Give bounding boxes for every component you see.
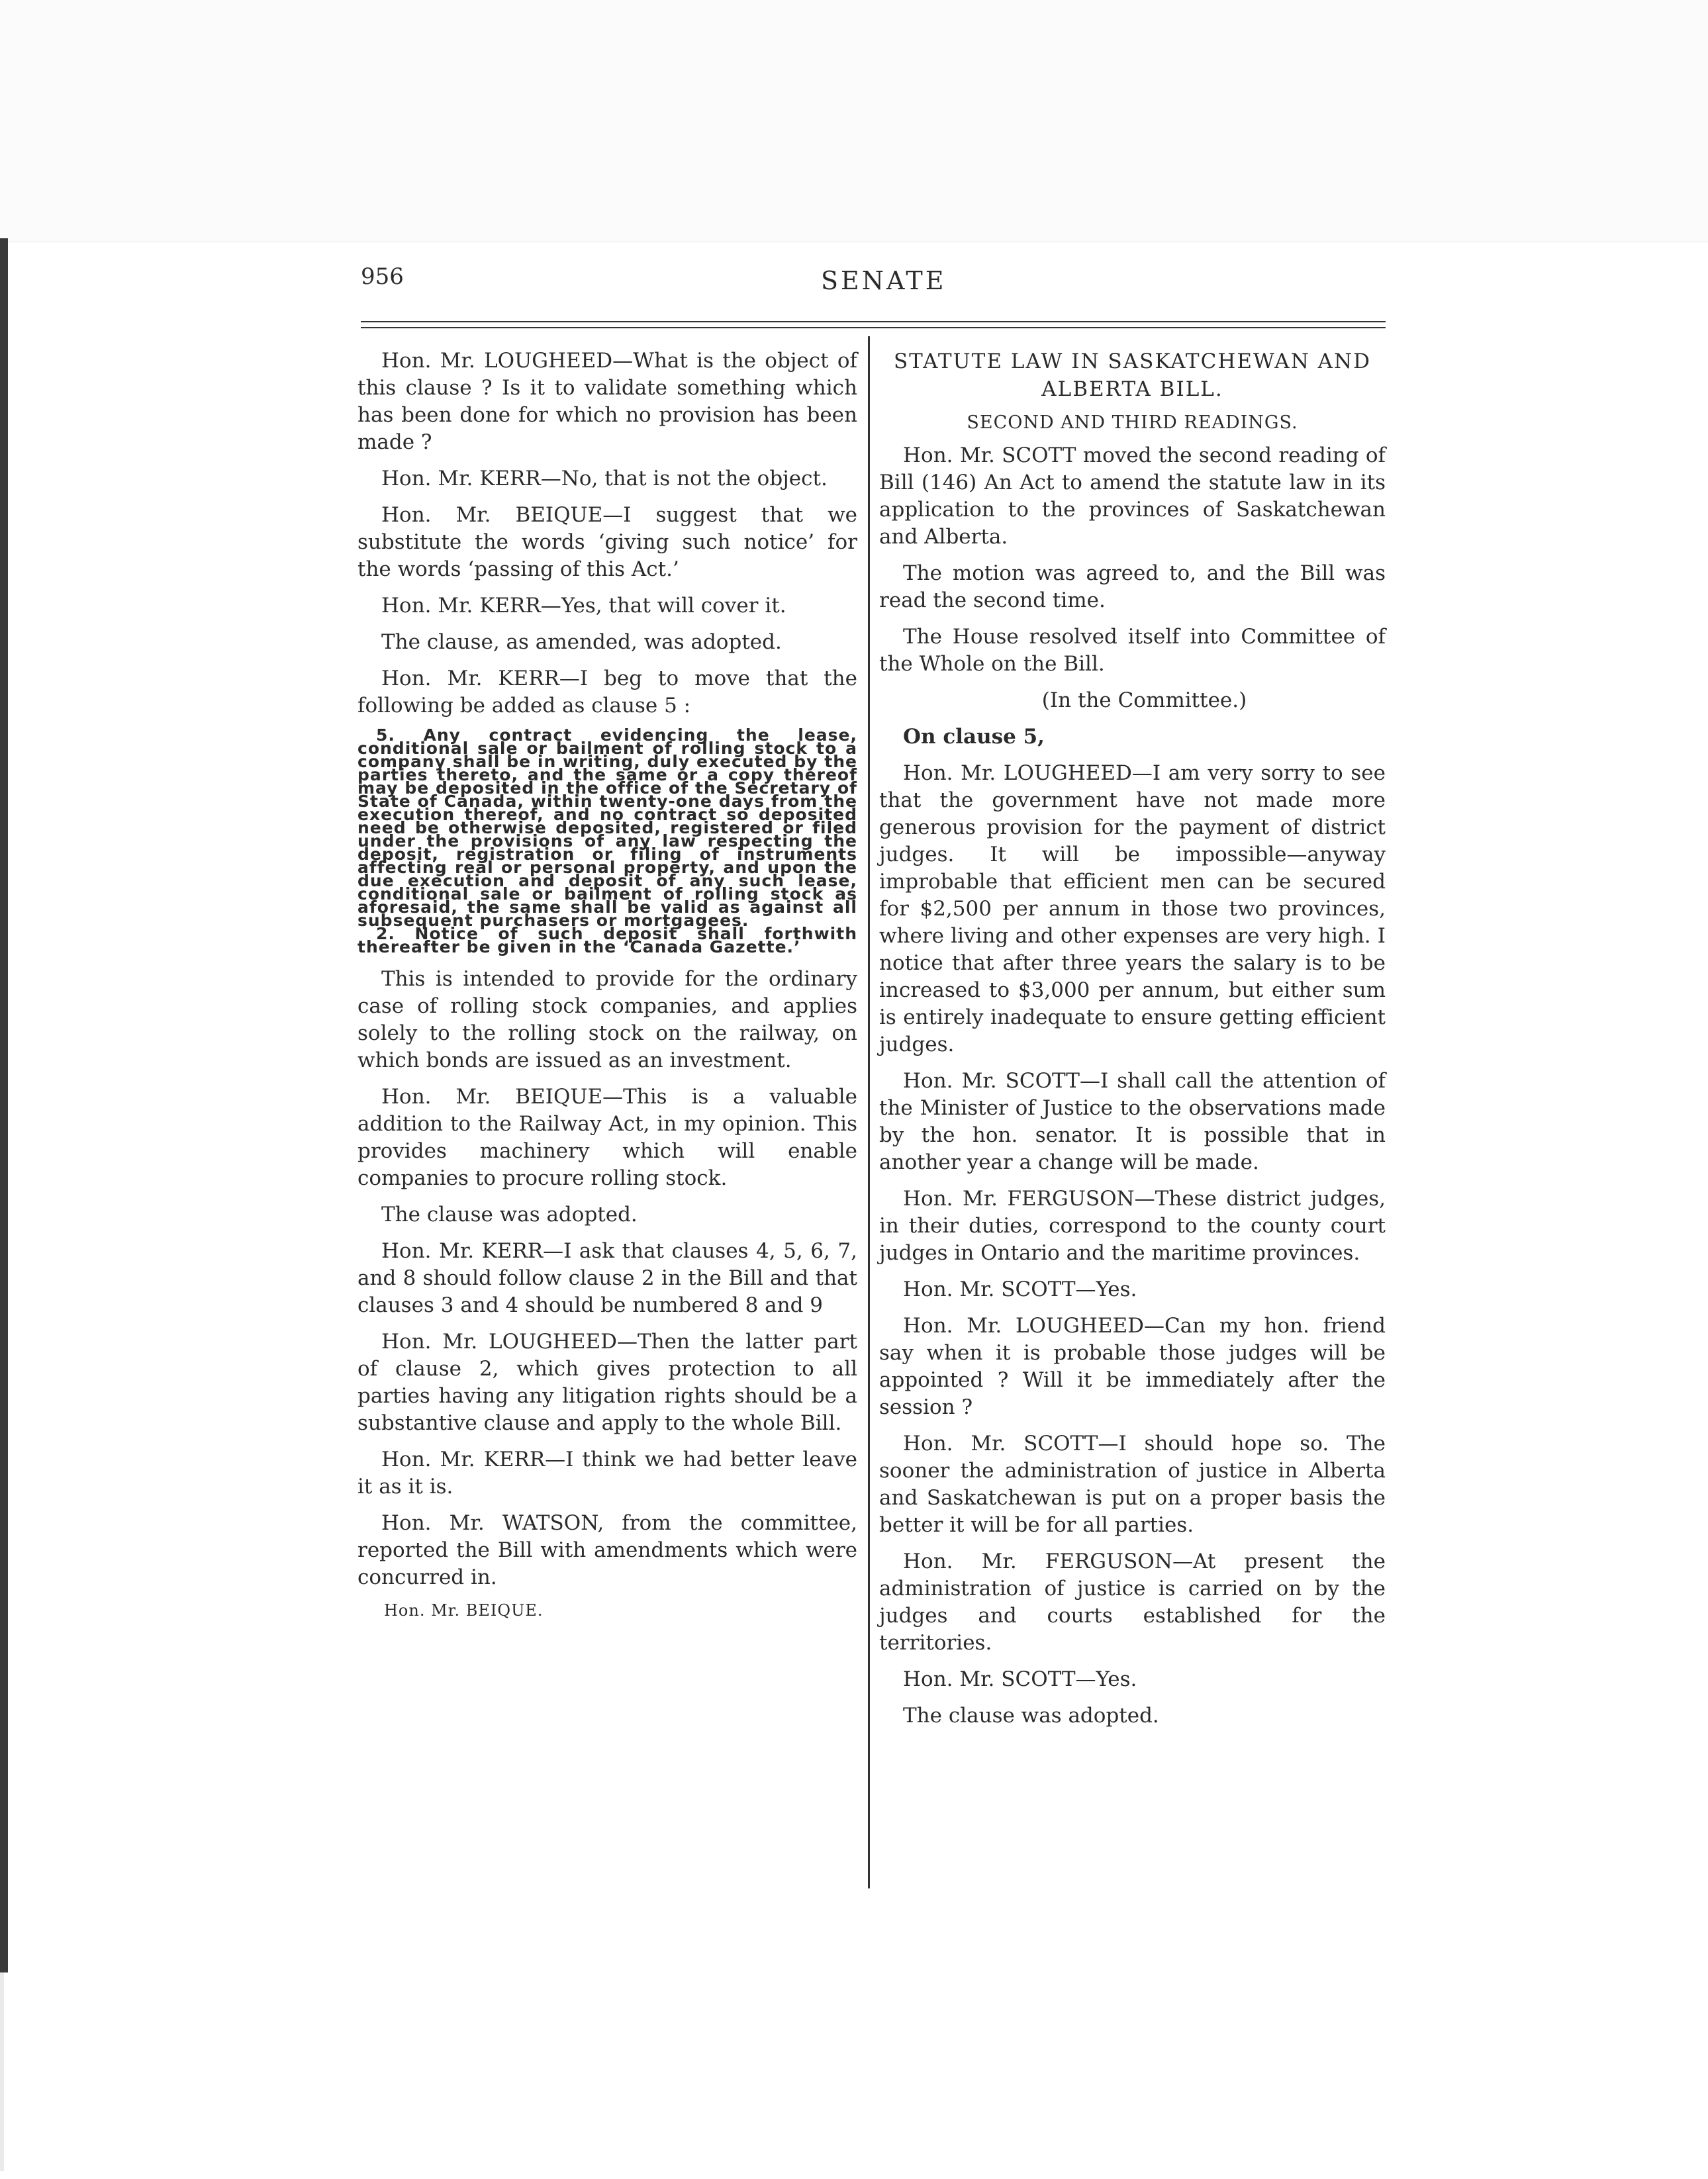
paragraph: Hon. Mr. FERGUSON—These district judges, in their duties, correspond to the county court judges in Ontario and the maritime provinces.: [879, 1187, 1386, 1265]
scan-binding-edge: [0, 238, 8, 1972]
section-heading: STATUTE LAW IN SASKATCHEWAN AND ALBERTA BILL.: [893, 349, 1372, 401]
paragraph: The House resolved itself into Committee of the Whole on the Bill.: [879, 625, 1386, 676]
paragraph: Hon. Mr. KERR—Yes, that will cover it.: [381, 594, 786, 618]
paragraph: Hon. Mr. SCOTT—I should hope so. The sooner the administration of justice in Alberta and Saskatchewan is put on a proper basis the better it will be for all parties.: [879, 1432, 1386, 1537]
column-divider: [868, 336, 870, 1888]
paragraph: On clause 5,: [903, 725, 1045, 749]
paragraph: Hon. Mr. WATSON, from the committee, reported the Bill with amendments which were concurred in.: [357, 1511, 857, 1589]
paragraph: Hon. Mr. SCOTT moved the second reading of Bill (146) An Act to amend the statute law in its application to the provinces of Saskatchewan and Alberta.: [879, 443, 1386, 549]
paragraph: Hon. Mr. SCOTT—I shall call the attention of the Minister of Justice to the observations made by the hon. senator. It is possible that in another year a change will be made.: [879, 1069, 1386, 1174]
header-rule-bottom: [361, 327, 1386, 328]
paragraph: The clause was adopted.: [381, 1203, 638, 1227]
proposed-clause-text: [357, 725, 857, 956]
left-column: [357, 348, 857, 1620]
paragraph: Hon. Mr. LOUGHEED—Then the latter part of clause 2, which gives protection to all parties having any litigation rights should be a substantive clause and apply to the whole Bill.: [357, 1330, 857, 1435]
committee-note: (In the Committee.): [1041, 688, 1247, 712]
paragraph: Hon. Mr. KERR—I ask that clauses 4, 5, 6, 7, and 8 should follow clause 2 in the Bill and that clauses 3 and 4 should be numbered 8 and 9: [357, 1239, 857, 1317]
paragraph: Hon. Mr. BEIQUE—I suggest that we substitute the words ‘giving such notice’ for the words ‘passing of this Act.’: [357, 503, 857, 581]
scan-binding-edge-lower: [0, 1972, 4, 2171]
paragraph: Hon. Mr. KERR—I think we had better leave it as it is.: [357, 1448, 857, 1499]
paragraph: The clause, as amended, was adopted.: [381, 630, 782, 654]
paragraph: The clause was adopted.: [903, 1704, 1159, 1728]
paragraph: Hon. Mr. LOUGHEED—Can my hon. friend say when it is probable those judges will be appointed ? Will it be immediately after the session ?: [879, 1314, 1386, 1419]
right-column: [879, 348, 1386, 1739]
page-footer-catchword: Hon. Mr. BEIQUE.: [384, 1601, 544, 1620]
paragraph: Hon. Mr. SCOTT—Yes.: [903, 1277, 1137, 1301]
clause-5-subsection-1: 5. Any contract evidencing the lease, conditional sale or bailment of rolling stock to a company shall be in writing, duly executed by the parties thereto, and the same or a copy thereof may be deposited in the office of the Secretary of State of Canada, within twenty-one days from the execution thereof, and no contract so deposited need be otherwise deposited, registered or filed under the provisions of any law respecting the deposit, registration or filing of instruments affecting real or personal property, and upon the due execution and deposit of any such lease, conditional sale or bailment of rolling stock as aforesaid, the same shall be valid as against all subsequent purchasers or mortgagees.: [357, 725, 857, 930]
paragraph: The motion was agreed to, and the Bill was read the second time.: [879, 561, 1386, 612]
scan-top-band: [0, 0, 1708, 242]
paragraph: Hon. Mr. LOUGHEED—What is the object of this clause ? Is it to validate something which has been done for which no provision has been made ?: [357, 349, 857, 454]
clause-5-subsection-2: 2. Notice of such deposit shall forthwith thereafter be given in the ‘Canada Gazette.’: [357, 924, 857, 956]
paragraph: Hon. Mr. FERGUSON—At present the administration of justice is carried on by the judges and courts established for the territories.: [879, 1550, 1386, 1655]
paragraph: Hon. Mr. BEIQUE—This is a valuable addition to the Railway Act, in my opinion. This provides machinery which will enable companies to procure rolling stock.: [357, 1085, 857, 1190]
paragraph: This is intended to provide for the ordinary case of rolling stock companies, and applies solely to the rolling stock on the railway, on which bonds are issued as an investment.: [357, 967, 857, 1072]
paragraph: Hon. Mr. KERR—No, that is not the object.: [381, 467, 828, 490]
paragraph: Hon. Mr. LOUGHEED—I am very sorry to see that the government have not made more generous provision for the payment of district judges. It will be impossible—anyway improbable that efficient men can be secured for $2,500 per annum in those two provinces, where living and other expenses are very high. I notice that after three years the salary is to be increased to $3,000 per annum, but either sum is entirely inadequate to ensure getting efficient judges.: [879, 761, 1386, 1056]
running-header: SENATE: [821, 266, 947, 295]
header-rule-top: [361, 321, 1386, 322]
paragraph: Hon. Mr. SCOTT—Yes.: [903, 1667, 1137, 1691]
paragraph: Hon. Mr. KERR—I beg to move that the following be added as clause 5 :: [357, 667, 857, 718]
section-subheading: SECOND AND THIRD READINGS.: [967, 412, 1298, 433]
page-number: 956: [361, 263, 404, 290]
